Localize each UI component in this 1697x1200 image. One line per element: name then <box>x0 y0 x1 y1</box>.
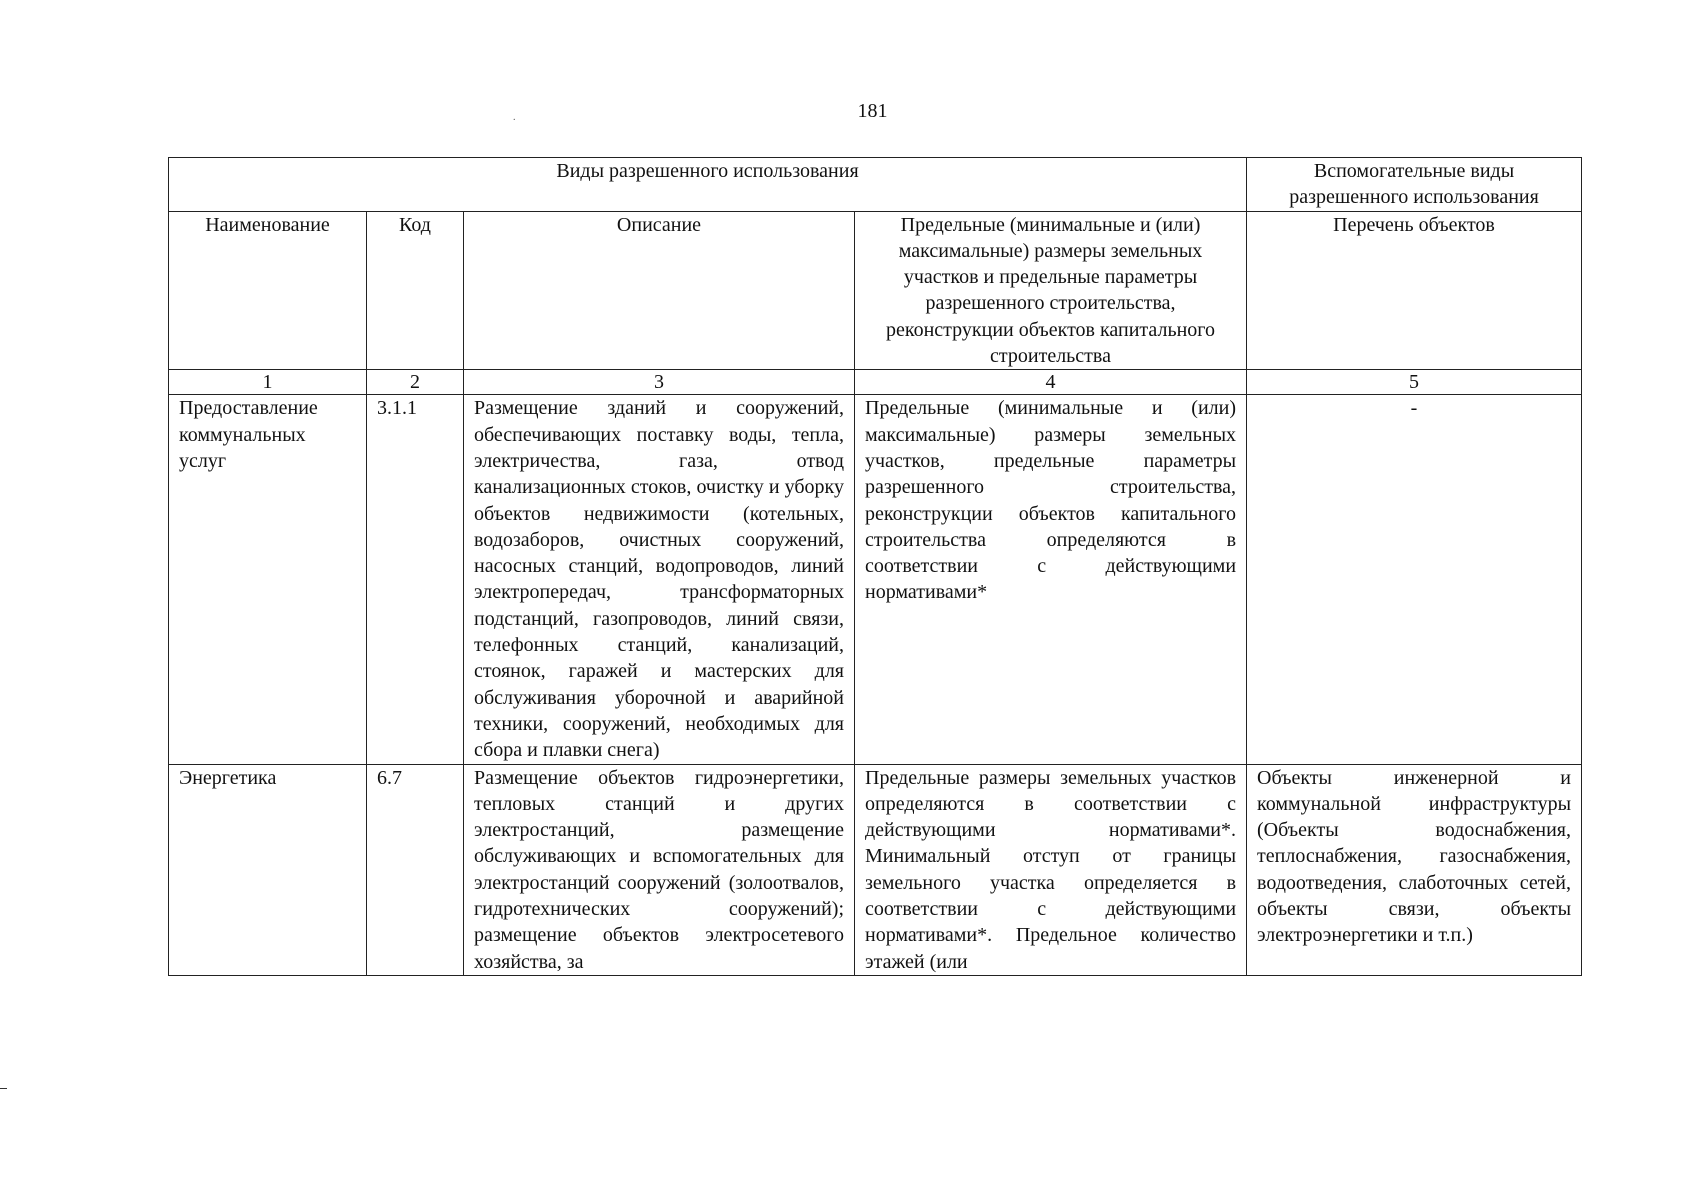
page-number: 181 <box>857 100 888 122</box>
col-header-objects: Перечень объектов <box>1247 211 1582 370</box>
col-header-code: Код <box>367 211 464 370</box>
row-description: Размещение зданий и сооружений, обеспечивающих поставку воды, тепла, электричества, газа, отвод канализационных стоков, очистку и уборку объектов недвижимости (котельных, водозаборов, очистных сооружений, насосных станций, водопроводов, линий электропередач, трансформаторных подстанций, газопроводов, линий связи, телефонных станций, канализаций, стоянок, гаражей и мастерских для обслуживания уборочной и аварийной техники, сооружений, необходимых для сбора и плавки снега) <box>464 395 855 764</box>
row-objects: Объекты инженерной и коммунальной инфраструктуры (Объекты водоснабжения, теплоснабжения, газоснабжения, водоотведения, слаботочных сетей, объекты связи, объекты электроэнергетики и т.п.) <box>1247 764 1582 975</box>
row-code: 6.7 <box>367 764 464 975</box>
column-number: 2 <box>367 370 464 395</box>
header-main-group: Виды разрешенного использования <box>169 158 1247 212</box>
header-aux-group: Вспомогательные виды разрешенного использования <box>1247 158 1582 212</box>
row-limits: Предельные (минимальные и (или) максимальные) размеры земельных участков, предельные параметры разрешенного строительства, реконструкции объектов капитального строительства определяются в соответствии с действующими нормативами* <box>855 395 1247 764</box>
row-name: Энергетика <box>169 764 367 975</box>
column-number: 4 <box>855 370 1247 395</box>
col-header-description: Описание <box>464 211 855 370</box>
table-column-header-row <box>169 211 1582 370</box>
table-row <box>169 395 1582 764</box>
column-number: 1 <box>169 370 367 395</box>
table-group-header-row <box>169 158 1582 212</box>
row-code: 3.1.1 <box>367 395 464 764</box>
row-limits: Предельные размеры земельных участков определяются в соответствии с действующими нормативами*. Минимальный отступ от границы земельного участка определяется в соответствии с действующими нормативами*. Предельное количество этажей (или <box>855 764 1247 975</box>
row-name: Предоставление коммунальных услуг <box>169 395 367 764</box>
col-header-name: Наименование <box>169 211 367 370</box>
row-objects: - <box>1247 395 1582 764</box>
column-number: 5 <box>1247 370 1582 395</box>
table-row <box>169 764 1582 975</box>
column-number-row <box>169 370 1582 395</box>
land-use-table <box>168 157 1582 976</box>
margin-mark <box>0 1088 7 1089</box>
scan-dot: . <box>513 112 516 123</box>
col-header-limits: Предельные (минимальные и (или) максимальные) размеры земельных участков и предельные параметры разрешенного строительства, реконструкции объектов капитального строительства <box>855 211 1247 370</box>
row-description: Размещение объектов гидроэнергетики, тепловых станций и других электростанций, размещение обслуживающих и вспомогательных для электростанций сооружений (золоотвалов, гидротехнических сооружений); размещение объектов электросетевого хозяйства, за <box>464 764 855 975</box>
column-number: 3 <box>464 370 855 395</box>
